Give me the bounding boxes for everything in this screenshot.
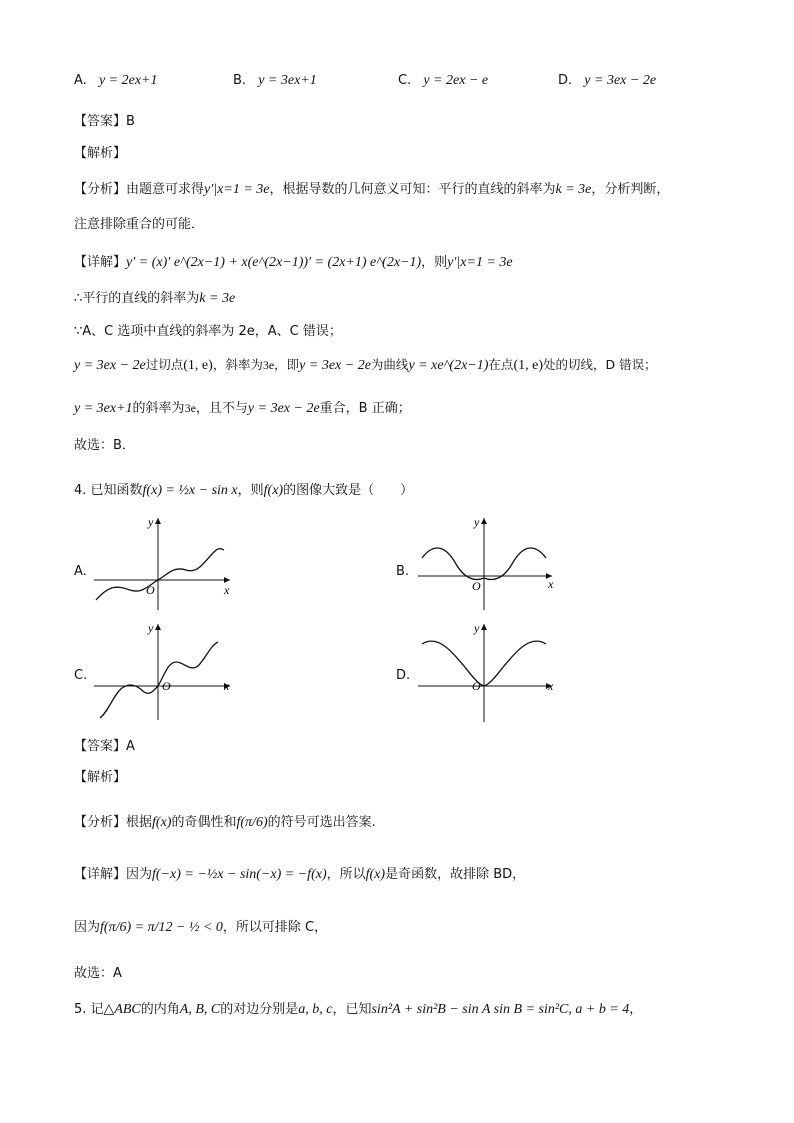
math: sin²A + sin²B − sin A sin B = sin²C, a + b = 4 xyxy=(371,1002,630,1017)
graph-c xyxy=(90,618,240,722)
math: y′ = (x)′ e^(2x−1) + x(e^(2x−1))′ = (2x+1) e^(2x−1) xyxy=(126,255,422,270)
option-c xyxy=(398,73,488,89)
y-label: y xyxy=(474,515,480,529)
math: k = 3e xyxy=(199,291,236,306)
graph-a xyxy=(90,512,240,612)
graph-d-label: D. xyxy=(396,668,411,683)
text: ，则 xyxy=(237,483,264,498)
q3-fenxi-line2 xyxy=(74,213,204,232)
xiangjie-tag: 【详解】 xyxy=(74,255,127,270)
origin-label: O xyxy=(146,583,155,597)
text: 注意排除重合的可能． xyxy=(74,217,205,232)
math: y = 3ex − 2e xyxy=(299,358,371,373)
answer-tag: 【答案】 xyxy=(74,114,127,129)
math: f(x) xyxy=(263,483,284,498)
text: ，分析判断， xyxy=(591,182,670,197)
text: 的内角 xyxy=(140,1002,180,1017)
math: y = 3ex+1 xyxy=(74,401,133,416)
text: 的斜率为 xyxy=(132,401,185,416)
math: y = 3ex − 2e xyxy=(74,358,146,373)
math: a, b, c xyxy=(298,1002,333,1017)
math: f(x) xyxy=(365,867,386,882)
q3-xiangjie-line1 xyxy=(74,251,513,271)
y-label: y xyxy=(148,515,154,529)
math: y = 3ex − 2e xyxy=(247,401,320,416)
text: 的图像大致是（ ） xyxy=(283,483,414,498)
option-b xyxy=(233,73,317,89)
option-a xyxy=(74,73,157,89)
text: ∴平行的直线的斜率为 xyxy=(74,291,200,306)
text: ，所以可排除 C， xyxy=(222,920,328,935)
text: ，所以 xyxy=(326,867,366,882)
option-letter: A. xyxy=(74,73,87,88)
answer-tag: 【答案】 xyxy=(74,739,127,754)
analysis-tag: 【解析】 xyxy=(74,770,127,785)
answer-value: A xyxy=(126,739,135,754)
math: y′|x=1 = 3e xyxy=(447,255,513,270)
text: ，即 xyxy=(274,357,300,372)
text: ，已知 xyxy=(332,1002,372,1017)
text: 由题意可求得 xyxy=(126,182,205,197)
math: (1, e) xyxy=(183,358,213,373)
math: f(x) xyxy=(152,815,172,830)
text: 是奇函数，故排除 BD， xyxy=(385,867,526,882)
q4-answer-line xyxy=(74,735,135,754)
q4-fenxi-line xyxy=(74,811,376,831)
text: 的对边分别是 xyxy=(220,1002,299,1017)
math: f(x) = ½x − sin x xyxy=(142,483,238,498)
text: ， xyxy=(629,1002,643,1017)
math: A, B, C xyxy=(179,1002,221,1017)
math: f(π/6) xyxy=(236,815,268,830)
text: 因为 xyxy=(74,920,101,935)
q4-choice-line xyxy=(74,962,122,981)
q3-choice-line xyxy=(74,434,135,453)
text: 故选：B． xyxy=(74,438,135,453)
text: 根据 xyxy=(126,815,153,830)
origin-label: O xyxy=(472,679,481,693)
q4-xiangjie-line2 xyxy=(74,916,327,936)
option-formula: y = 3ex − 2e xyxy=(584,73,657,88)
math: 3e xyxy=(262,358,275,372)
x-label: x xyxy=(224,583,230,597)
option-letter: C. xyxy=(398,73,412,88)
text: ，且不与 xyxy=(195,401,248,416)
text: 处的切线，D 错误； xyxy=(542,357,657,372)
option-letter: B. xyxy=(233,73,247,88)
math: △ABC xyxy=(103,1002,141,1017)
y-arrow xyxy=(481,518,487,524)
text: ，斜率为 xyxy=(212,357,263,372)
text: 5. 记 xyxy=(74,1002,104,1017)
origin-label: O xyxy=(162,679,171,693)
text: 的奇偶性和 xyxy=(171,815,237,830)
graph-a-label: A. xyxy=(74,564,87,579)
q4-xiangjie-line1 xyxy=(74,863,525,883)
x-label: x xyxy=(548,679,554,693)
fenxi-tag: 【分析】 xyxy=(74,815,127,830)
text: 4. 已知函数 xyxy=(74,483,143,498)
x-label: x xyxy=(224,679,230,693)
math: y = xe^(2x−1) xyxy=(408,358,489,373)
math: f(π/6) = π/12 − ½ < 0 xyxy=(100,920,223,935)
math: k = 3e xyxy=(555,182,592,197)
y-arrow xyxy=(155,624,161,630)
graph-b-label: B. xyxy=(396,564,410,579)
xiangjie-tag: 【详解】 xyxy=(74,867,127,882)
q3-ac-line xyxy=(74,320,342,339)
q3-answer-line xyxy=(74,110,135,129)
answer-value: B xyxy=(126,114,135,129)
text: 因为 xyxy=(126,867,153,882)
y-label: y xyxy=(474,621,480,635)
math: y′|x=1 = 3e xyxy=(204,182,270,197)
option-letter: D. xyxy=(558,73,573,88)
option-formula: y = 2ex − e xyxy=(423,73,489,88)
q4-stem xyxy=(74,479,413,499)
q5-stem xyxy=(74,998,642,1018)
text: ，根据导数的几何意义可知：平行的直线的斜率为 xyxy=(269,182,556,197)
q4-analysis-tag xyxy=(74,766,126,785)
text: 在点 xyxy=(488,357,514,372)
q3-fenxi-line1 xyxy=(74,178,669,198)
text: ∵A、C 选项中直线的斜率为 2e，A、C 错误； xyxy=(74,324,342,339)
y-label: y xyxy=(148,621,154,635)
text: 的符号可选出答案. xyxy=(267,815,376,830)
curve xyxy=(96,549,224,600)
text: 重合，B 正确； xyxy=(319,401,411,416)
q3-b-line xyxy=(74,397,411,417)
text: ，则 xyxy=(421,255,448,270)
option-d xyxy=(558,73,656,89)
y-arrow xyxy=(481,624,487,630)
curve xyxy=(100,642,218,718)
option-formula: y = 3ex+1 xyxy=(258,73,317,88)
q3-slope-line xyxy=(74,287,235,307)
math: 3e xyxy=(184,401,196,415)
graph-c-label: C. xyxy=(74,668,88,683)
q3-analysis-tag xyxy=(74,142,126,161)
q3-d-line xyxy=(74,355,657,374)
option-formula: y = 2ex+1 xyxy=(98,73,158,88)
x-label: x xyxy=(548,577,554,591)
text: 故选：A xyxy=(74,966,122,981)
math: f(−x) = −½x − sin(−x) = −f(x) xyxy=(152,867,327,882)
analysis-tag: 【解析】 xyxy=(74,146,127,161)
fenxi-tag: 【分析】 xyxy=(74,182,127,197)
origin-label: O xyxy=(472,579,481,593)
text: 为曲线 xyxy=(370,357,409,372)
y-arrow xyxy=(155,518,161,524)
graph-b xyxy=(412,512,562,612)
graph-d xyxy=(412,618,562,722)
math: (1, e) xyxy=(513,358,543,373)
text: 过切点 xyxy=(145,357,184,372)
